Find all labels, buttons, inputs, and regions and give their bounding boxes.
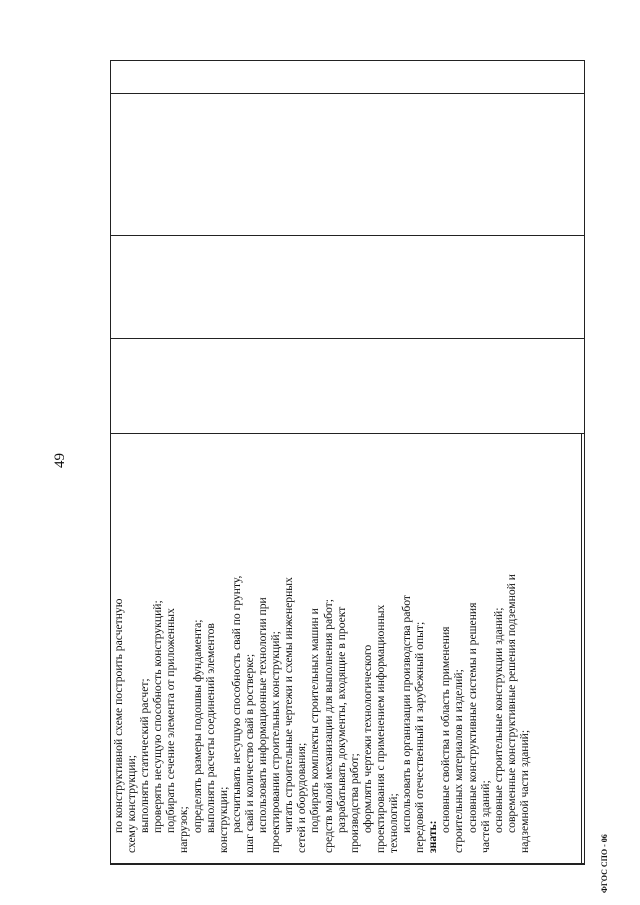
- text-line: использовать в организации производства работ: [400, 595, 414, 833]
- text-line: строительных материалов и изделий;: [452, 669, 466, 853]
- text-line: нагрузок;: [177, 806, 191, 853]
- text-line: схему конструкции;: [125, 755, 139, 853]
- text-line: разрабатывать документы, входящие в проект: [334, 606, 348, 833]
- text-line: выполнять статический расчет;: [138, 678, 152, 833]
- text-line: передовой отечественный и зарубежный опыт;: [413, 621, 427, 853]
- text-line: сетей и оборудования;: [295, 742, 309, 853]
- text-line: основные строительные конструкции зданий;: [491, 607, 505, 833]
- text-line: основные конструктивные системы и решения: [465, 602, 479, 833]
- text-line: оформлять чертежи технологического: [360, 644, 374, 833]
- text-line: читать строительные чертежи и схемы инженерных: [282, 577, 296, 833]
- footer-label: ФГОС СПО - 06: [600, 834, 609, 893]
- column-divider: [111, 93, 584, 94]
- text-line: частей зданий;: [478, 780, 492, 853]
- column-divider: [111, 863, 584, 864]
- column-divider: [111, 338, 584, 339]
- text-line: использовать информационные технологии при: [256, 597, 270, 833]
- text-line: конструкции;: [216, 786, 230, 853]
- text-line: основные свойства и область применения: [439, 626, 453, 833]
- text-line: проектировании строительных конструкций;: [269, 631, 283, 853]
- text-line: надземной части зданий;: [517, 729, 531, 853]
- competency-cell-text: [111, 453, 585, 853]
- text-line: выполнять расчеты соединений элементов: [203, 623, 217, 833]
- text-line: средств малой механизации для выполнения работ;: [321, 599, 335, 853]
- text-line: определять размеры подошвы фундамента;: [190, 619, 204, 833]
- text-line: шаг свай и количество свай в ростверке;: [242, 653, 256, 853]
- text-line: знать:: [426, 820, 440, 853]
- text-line: технологий;: [386, 793, 400, 853]
- text-line: по конструктивной схеме построить расчетную: [112, 598, 125, 833]
- text-line: современные конструктивные решения подземной и: [504, 574, 518, 833]
- text-line: проверять несущую способность конструкций;: [151, 600, 165, 833]
- competency-table: [110, 60, 585, 865]
- column-divider: [111, 433, 584, 434]
- text-line: рассчитывать несущую способность свай по грунту,: [229, 575, 243, 833]
- text-line: производства работ;: [347, 753, 361, 853]
- text-line: подбирать комплекты строительных машин и: [308, 608, 322, 833]
- column-divider: [111, 235, 584, 236]
- text-line: проектирования с применением информационных: [373, 604, 387, 853]
- text-line: подбирать сечение элемента от приложенных: [164, 608, 178, 833]
- page-number: 49: [52, 453, 68, 468]
